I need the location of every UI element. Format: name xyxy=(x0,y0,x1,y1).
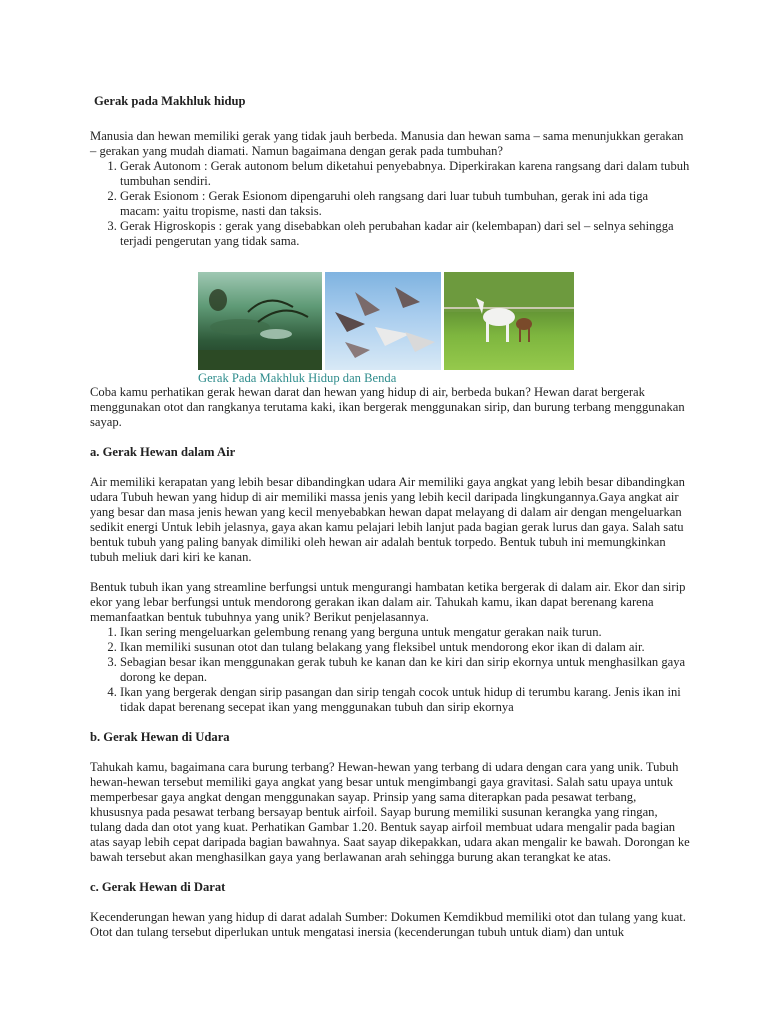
document-content xyxy=(90,94,690,940)
section-heading-b: b. Gerak Hewan di Udara xyxy=(90,730,230,744)
paragraph: Air memiliki kerapatan yang lebih besar dibandingkan udara Air memiliki gaya angkat yang lebih besar dibandingkan udara Tubuh hewan yang hidup di air memiliki massa jenis yang lebih kecil daripada lingkungannya.Gaya angkat air yang besar dan masa jenis hewan yang kecil menyebabkan hewan dapat melayang di dalam air dengan mengeluarkan sedikit energi Untuk lebih jelasnya, gaya akan kamu pelajari lebih lanjut pada bagian gerak lurus dan gaya. Salah satu bentuk tubuh yang paling banyak dimiliki oleh hewan air adalah bentuk torpedo. Bentuk tubuh ini memungkinkan tubuh meliuk dari kiri ke kanan. xyxy=(90,475,685,564)
paragraph: Coba kamu perhatikan gerak hewan darat dan hewan yang hidup di air, berbeda bukan? Hewan darat bergerak menggunakan otot dan rangkanya terutama kaki, ikan bergerak menggunakan sirip, dan burung terbang menggunakan sayap. xyxy=(90,385,685,429)
section-heading-a: a. Gerak Hewan dalam Air xyxy=(90,445,236,459)
underwater-fish-image xyxy=(198,272,322,370)
paragraph: Bentuk tubuh ikan yang streamline berfungsi untuk mengurangi hambatan ketika bergerak di dalam air. Ekor dan sirip ekor yang lebar berfungsi untuk mendorong gerakan ikan dalam air. Tahukah kamu, ikan dapat berenang karena memanfaatkan bentuk tubuhnya yang unik? Berikut penjelasannya. xyxy=(90,580,686,624)
flying-birds-image xyxy=(325,272,441,370)
page-title: Gerak pada Makhluk hidup xyxy=(94,94,246,108)
paragraph: Tahukah kamu, bagaimana cara burung terbang? Hewan-hewan yang terbang di udara dengan cara yang unik. Tubuh hewan-hewan tersebut memiliki gaya angkat yang besar untuk mengimbangi gaya gravitasi. Salah satu upaya untuk memperbesar gaya angkat dengan menggunakan sayap. Prinsip yang sama diterapkan pada pesawat terbang, khususnya pada pesawat terbang bersayap bentuk airfoil. Sayap burung memiliki susunan kerangka yang ringan, tulang dada dan otot yang kuat. Perhatikan Gambar 1.20. Bentuk sayap airfoil membuat udara mengalir pada bagian atas sayap lebih cepat daripada bagian bawahnya. Saat sayap dikepakkan, udara akan mengalir ke bawah. Dorongan ke bawah tersebut akan menghasilkan gaya yang berlawanan arah sehingga burung akan terangkat ke atas. xyxy=(90,760,690,864)
figure xyxy=(198,272,690,385)
section-heading-c: c. Gerak Hewan di Darat xyxy=(90,880,226,894)
plant-movement-list xyxy=(90,159,690,249)
list-item: 2. Gerak Esionom : Gerak Esionom dipengaruhi oleh rangsang dari luar tubuh tumbuhan, gerak ini ada tiga macam: yaitu tropisme, nasti dan taksis. xyxy=(120,189,690,219)
list-item: 4. Ikan yang bergerak dengan sirip pasangan dan sirip tengah cocok untuk hidup di terumbu karang. Jenis ikan ini tidak dapat berenang secepat ikan yang menggunakan tubuh dan sirip ekornya xyxy=(120,685,690,715)
fish-movement-list xyxy=(90,625,690,715)
paragraph: Kecenderungan hewan yang hidup di darat adalah Sumber: Dokumen Kemdikbud memiliki otot dan tulang yang kuat. Otot dan tulang tersebut diperlukan untuk mengatasi inersia (kecenderungan tubuh untuk diam) dan untuk xyxy=(90,910,686,939)
list-item: 1. Ikan sering mengeluarkan gelembung renang yang berguna untuk mengatur gerakan naik turun. xyxy=(120,625,690,640)
intro-paragraph: Manusia dan hewan memiliki gerak yang tidak jauh berbeda. Manusia dan hewan sama – sama menunjukkan gerakan – gerakan yang mudah diamati. Namun bagaimana dengan gerak pada tumbuhan? xyxy=(90,129,684,158)
list-item: 3. Sebagian besar ikan menggunakan gerak tubuh ke kanan dan ke kiri dan sirip ekornya untuk menghasilkan gaya dorong ke depan. xyxy=(120,655,690,685)
horses-field-image xyxy=(444,272,574,370)
list-item: 2. Ikan memiliki susunan otot dan tulang belakang yang fleksibel untuk mendorong ekor ikan di dalam air. xyxy=(120,640,690,655)
list-item: 1. Gerak Autonom : Gerak autonom belum diketahui penyebabnya. Diperkirakan karena rangsang dari dalam tubuh tumbuhan sendiri. xyxy=(120,159,690,189)
list-item: 3. Gerak Higroskopis : gerak yang disebabkan oleh perubahan kadar air (kelembapan) dari sel – selnya sehingga terjadi pengerutan yang tidak sama. xyxy=(120,219,690,249)
figure-caption: Gerak Pada Makhluk Hidup dan Benda xyxy=(198,371,397,385)
